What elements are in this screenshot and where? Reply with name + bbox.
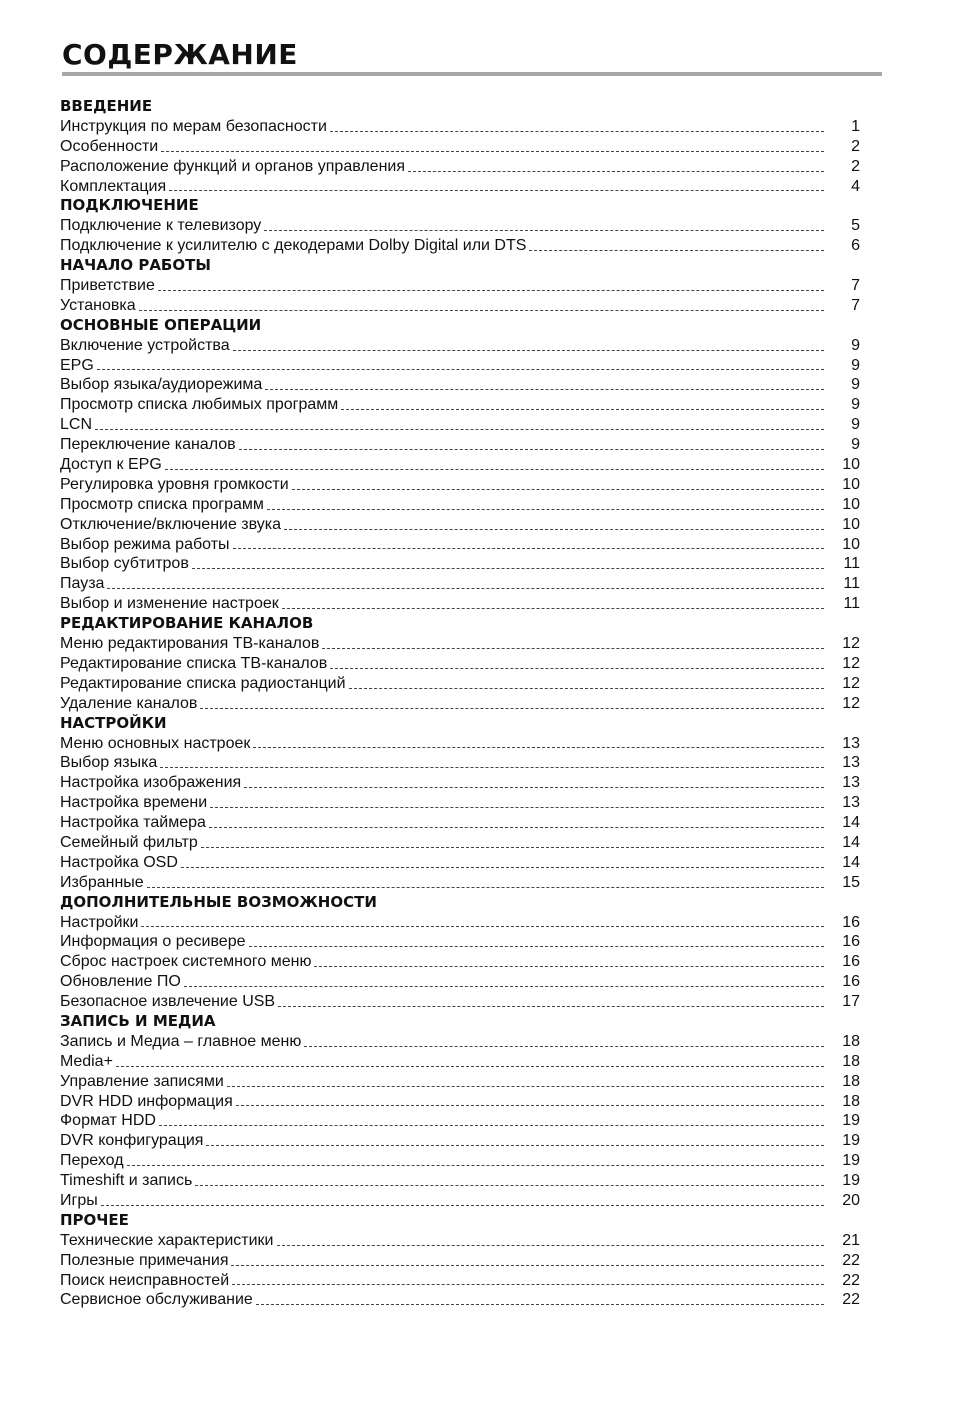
toc-entry bbox=[60, 793, 860, 813]
dot-leader bbox=[322, 648, 824, 649]
entry-page-number: 19 bbox=[842, 1152, 860, 1170]
dot-leader bbox=[107, 588, 824, 589]
entry-label: Формат HDD bbox=[60, 1112, 156, 1130]
toc-entry bbox=[60, 336, 860, 356]
entry-page-number: 22 bbox=[842, 1251, 860, 1269]
table-of-contents bbox=[60, 97, 860, 1310]
section-heading: ЗАПИСЬ И МЕДИА bbox=[60, 1011, 216, 1030]
dot-leader bbox=[232, 1284, 824, 1285]
dot-leader bbox=[256, 1304, 824, 1305]
toc-entry bbox=[60, 356, 860, 376]
toc-entry bbox=[60, 1251, 860, 1271]
entry-label: Семейный фильтр bbox=[60, 833, 198, 851]
dot-leader bbox=[101, 1205, 824, 1206]
section-heading: НАЧАЛО РАБОТЫ bbox=[60, 256, 211, 275]
entry-label: Подключение к усилителю с декодерами Dolby Digital или DTS bbox=[60, 237, 527, 255]
entry-label: Приветствие bbox=[60, 277, 155, 295]
toc-entry bbox=[60, 515, 860, 535]
toc-entry bbox=[60, 1191, 860, 1211]
entry-label: Редактирование списка ТВ-каналов bbox=[60, 654, 328, 672]
section-heading: ДОПОЛНИТЕЛЬНЫЕ ВОЗМОЖНОСТИ bbox=[60, 892, 377, 911]
entry-page-number: 11 bbox=[843, 595, 860, 613]
toc-entry bbox=[60, 873, 860, 893]
entry-page-number: 9 bbox=[851, 336, 860, 354]
entry-page-number: 10 bbox=[842, 475, 860, 493]
dot-leader bbox=[314, 966, 824, 967]
entry-page-number: 10 bbox=[842, 495, 860, 513]
entry-label: Поиск неисправностей bbox=[60, 1271, 230, 1289]
entry-page-number: 18 bbox=[842, 1032, 860, 1050]
entry-label: Переключение каналов bbox=[60, 436, 236, 454]
entry-label: Игры bbox=[60, 1191, 98, 1209]
dot-leader bbox=[161, 151, 824, 152]
entry-label: Технические характеристики bbox=[60, 1231, 274, 1249]
entry-page-number: 12 bbox=[842, 694, 860, 712]
toc-entry bbox=[60, 137, 860, 157]
entry-page-number: 10 bbox=[842, 515, 860, 533]
entry-label: Расположение функций и органов управления bbox=[60, 157, 406, 175]
toc-entry bbox=[60, 554, 860, 574]
entry-page-number: 13 bbox=[842, 734, 860, 752]
dot-leader bbox=[264, 230, 824, 231]
entry-page-number: 12 bbox=[842, 635, 860, 653]
entry-label: Установка bbox=[60, 296, 136, 314]
entry-page-number: 2 bbox=[851, 137, 860, 155]
toc-entry bbox=[60, 594, 860, 614]
entry-label: Настройки bbox=[60, 913, 139, 931]
entry-page-number: 19 bbox=[842, 1172, 860, 1190]
entry-page-number: 21 bbox=[842, 1231, 860, 1249]
dot-leader bbox=[239, 449, 824, 450]
entry-label: Особенности bbox=[60, 137, 159, 155]
entry-page-number: 16 bbox=[842, 973, 860, 991]
toc-entry bbox=[60, 157, 860, 177]
toc-entry bbox=[60, 1131, 860, 1151]
entry-page-number: 17 bbox=[842, 993, 860, 1011]
entry-page-number: 10 bbox=[842, 456, 860, 474]
entry-page-number: 15 bbox=[842, 873, 860, 891]
dot-leader bbox=[304, 1046, 824, 1047]
toc-entry bbox=[60, 773, 860, 793]
entry-label: Сервисное обслуживание bbox=[60, 1291, 253, 1309]
entry-label: Доступ к EPG bbox=[60, 456, 162, 474]
dot-leader bbox=[158, 290, 824, 291]
dot-leader bbox=[227, 1086, 824, 1087]
dot-leader bbox=[147, 887, 824, 888]
entry-page-number: 9 bbox=[851, 416, 860, 434]
dot-leader bbox=[277, 1245, 825, 1246]
entry-page-number: 10 bbox=[842, 535, 860, 553]
entry-label: Переход bbox=[60, 1152, 124, 1170]
entry-page-number: 18 bbox=[842, 1092, 860, 1110]
title-divider bbox=[62, 72, 882, 76]
dot-leader bbox=[160, 767, 824, 768]
entry-page-number: 4 bbox=[851, 177, 860, 195]
toc-entry bbox=[60, 1111, 860, 1131]
entry-label: Инструкция по мерам безопасности bbox=[60, 117, 327, 135]
dot-leader bbox=[116, 1066, 824, 1067]
entry-label: Информация о ресивере bbox=[60, 933, 246, 951]
entry-page-number: 7 bbox=[851, 277, 860, 295]
toc-entry bbox=[60, 395, 860, 415]
entry-page-number: 9 bbox=[851, 376, 860, 394]
toc-entry bbox=[60, 972, 860, 992]
toc-entry bbox=[60, 1271, 860, 1291]
dot-leader bbox=[292, 489, 824, 490]
entry-label: Просмотр списка любимых программ bbox=[60, 396, 339, 414]
entry-page-number: 13 bbox=[842, 794, 860, 812]
toc-entry bbox=[60, 932, 860, 952]
section-heading: ОСНОВНЫЕ ОПЕРАЦИИ bbox=[60, 315, 262, 334]
entry-page-number: 7 bbox=[851, 296, 860, 314]
entry-label: Удаление каналов bbox=[60, 694, 198, 712]
section-heading: ПОДКЛЮЧЕНИЕ bbox=[60, 196, 199, 215]
dot-leader bbox=[181, 867, 824, 868]
dot-leader bbox=[330, 131, 824, 132]
entry-page-number: 12 bbox=[842, 674, 860, 692]
dot-leader bbox=[249, 946, 825, 947]
entry-page-number: 16 bbox=[842, 933, 860, 951]
entry-label: Выбор режима работы bbox=[60, 535, 230, 553]
entry-label: Выбор субтитров bbox=[60, 555, 189, 573]
dot-leader bbox=[141, 926, 824, 927]
entry-page-number: 12 bbox=[842, 654, 860, 672]
entry-page-number: 13 bbox=[842, 754, 860, 772]
entry-page-number: 22 bbox=[842, 1271, 860, 1289]
toc-entry bbox=[60, 415, 860, 435]
toc-entry bbox=[60, 296, 860, 316]
dot-leader bbox=[330, 668, 824, 669]
toc-entry bbox=[60, 1151, 860, 1171]
toc-section bbox=[60, 196, 860, 256]
toc-entry bbox=[60, 276, 860, 296]
entry-label: Регулировка уровня громкости bbox=[60, 475, 289, 493]
entry-page-number: 18 bbox=[842, 1052, 860, 1070]
entry-page-number: 9 bbox=[851, 396, 860, 414]
toc-entry bbox=[60, 236, 860, 256]
dot-leader bbox=[206, 1145, 824, 1146]
entry-page-number: 9 bbox=[851, 436, 860, 454]
toc-entry bbox=[60, 753, 860, 773]
entry-label: Редактирование списка радиостанций bbox=[60, 674, 346, 692]
entry-label: Пауза bbox=[60, 575, 105, 593]
entry-label: Настройка изображения bbox=[60, 774, 242, 792]
entry-label: Комплектация bbox=[60, 177, 167, 195]
entry-label: Полезные примечания bbox=[60, 1251, 229, 1269]
entry-page-number: 18 bbox=[842, 1072, 860, 1090]
dot-leader bbox=[244, 787, 824, 788]
entry-label: Избранные bbox=[60, 873, 144, 891]
entry-label: Обновление ПО bbox=[60, 973, 181, 991]
dot-leader bbox=[349, 688, 824, 689]
entry-label: Настройка таймера bbox=[60, 814, 206, 832]
toc-entry bbox=[60, 177, 860, 197]
toc-entry bbox=[60, 1072, 860, 1092]
entry-label: Меню основных настроек bbox=[60, 734, 251, 752]
entry-label: Безопасное извлечение USB bbox=[60, 993, 276, 1011]
section-heading: ВВЕДЕНИЕ bbox=[60, 97, 153, 115]
entry-label: DVR конфигурация bbox=[60, 1132, 204, 1150]
toc-entry bbox=[60, 117, 860, 137]
entry-label: Отключение/включение звука bbox=[60, 515, 282, 533]
entry-page-number: 19 bbox=[842, 1132, 860, 1150]
dot-leader bbox=[165, 469, 824, 470]
dot-leader bbox=[184, 986, 824, 987]
toc-entry bbox=[60, 634, 860, 654]
toc-entry bbox=[60, 952, 860, 972]
toc-entry bbox=[60, 833, 860, 853]
dot-leader bbox=[169, 190, 824, 191]
toc-entry bbox=[60, 1231, 860, 1251]
entry-label: Timeshift и запись bbox=[60, 1172, 193, 1190]
page-title: СОДЕРЖАНИЕ bbox=[62, 38, 298, 71]
toc-section bbox=[60, 714, 860, 893]
dot-leader bbox=[195, 1185, 824, 1186]
toc-entry bbox=[60, 992, 860, 1012]
entry-label: LCN bbox=[60, 416, 93, 434]
dot-leader bbox=[253, 747, 824, 748]
entry-page-number: 16 bbox=[842, 953, 860, 971]
entry-label: Выбор и изменение настроек bbox=[60, 595, 279, 613]
entry-label: Включение устройства bbox=[60, 336, 230, 354]
toc-entry bbox=[60, 734, 860, 754]
toc-section bbox=[60, 893, 860, 1012]
toc-entry bbox=[60, 1032, 860, 1052]
toc-entry bbox=[60, 375, 860, 395]
entry-label: Подключение к телевизору bbox=[60, 217, 262, 235]
section-heading: НАСТРОЙКИ bbox=[60, 713, 167, 732]
dot-leader bbox=[210, 807, 824, 808]
entry-page-number: 11 bbox=[843, 555, 860, 573]
entry-label: Просмотр списка программ bbox=[60, 495, 264, 513]
dot-leader bbox=[282, 608, 824, 609]
dot-leader bbox=[95, 429, 824, 430]
toc-entry bbox=[60, 694, 860, 714]
toc-section bbox=[60, 316, 860, 614]
entry-label: Меню редактирования ТВ-каналов bbox=[60, 635, 320, 653]
entry-label: Запись и Медиа – главное меню bbox=[60, 1032, 302, 1050]
toc-entry bbox=[60, 853, 860, 873]
toc-entry bbox=[60, 495, 860, 515]
entry-page-number: 13 bbox=[842, 774, 860, 792]
dot-leader bbox=[267, 509, 824, 510]
toc-entry bbox=[60, 674, 860, 694]
dot-leader bbox=[139, 310, 824, 311]
toc-entry bbox=[60, 1092, 860, 1112]
entry-page-number: 16 bbox=[842, 913, 860, 931]
entry-page-number: 14 bbox=[842, 853, 860, 871]
dot-leader bbox=[278, 1006, 824, 1007]
toc-section bbox=[60, 256, 860, 316]
entry-page-number: 19 bbox=[842, 1112, 860, 1130]
entry-label: Media+ bbox=[60, 1052, 113, 1070]
entry-page-number: 9 bbox=[851, 356, 860, 374]
toc-section bbox=[60, 1211, 860, 1310]
toc-entry bbox=[60, 1171, 860, 1191]
entry-label: Управление записями bbox=[60, 1072, 224, 1090]
dot-leader bbox=[236, 1105, 824, 1106]
entry-page-number: 14 bbox=[842, 814, 860, 832]
entry-label: EPG bbox=[60, 356, 94, 374]
entry-page-number: 14 bbox=[842, 833, 860, 851]
entry-label: Выбор языка/аудиорежима bbox=[60, 376, 263, 394]
toc-entry bbox=[60, 574, 860, 594]
dot-leader bbox=[233, 548, 824, 549]
dot-leader bbox=[408, 171, 824, 172]
toc-entry bbox=[60, 535, 860, 555]
entry-page-number: 11 bbox=[843, 575, 860, 593]
section-heading: ПРОЧЕЕ bbox=[60, 1210, 129, 1229]
entry-page-number: 22 bbox=[842, 1291, 860, 1309]
dot-leader bbox=[192, 568, 824, 569]
entry-page-number: 6 bbox=[851, 237, 860, 255]
toc-section bbox=[60, 1012, 860, 1211]
dot-leader bbox=[341, 409, 824, 410]
toc-section bbox=[60, 97, 860, 196]
dot-leader bbox=[529, 250, 824, 251]
entry-label: Сброс настроек системного меню bbox=[60, 953, 312, 971]
entry-label: Выбор языка bbox=[60, 754, 158, 772]
toc-section bbox=[60, 614, 860, 713]
dot-leader bbox=[231, 1265, 824, 1266]
toc-entry bbox=[60, 435, 860, 455]
entry-label: DVR HDD информация bbox=[60, 1092, 233, 1110]
entry-label: Настройка времени bbox=[60, 794, 208, 812]
toc-entry bbox=[60, 455, 860, 475]
entry-page-number: 20 bbox=[842, 1191, 860, 1209]
dot-leader bbox=[97, 369, 824, 370]
dot-leader bbox=[209, 827, 824, 828]
dot-leader bbox=[127, 1165, 824, 1166]
toc-entry bbox=[60, 216, 860, 236]
section-heading: РЕДАКТИРОВАНИЕ КАНАЛОВ bbox=[60, 614, 314, 633]
toc-entry bbox=[60, 654, 860, 674]
dot-leader bbox=[201, 847, 824, 848]
dot-leader bbox=[233, 350, 824, 351]
entry-page-number: 1 bbox=[851, 117, 860, 135]
dot-leader bbox=[265, 389, 824, 390]
toc-entry bbox=[60, 1290, 860, 1310]
dot-leader bbox=[284, 529, 824, 530]
toc-entry bbox=[60, 475, 860, 495]
toc-entry bbox=[60, 1052, 860, 1072]
dot-leader bbox=[159, 1125, 824, 1126]
toc-entry bbox=[60, 913, 860, 933]
toc-entry bbox=[60, 813, 860, 833]
entry-page-number: 5 bbox=[851, 217, 860, 235]
entry-label: Настройка OSD bbox=[60, 853, 178, 871]
dot-leader bbox=[200, 708, 824, 709]
entry-page-number: 2 bbox=[851, 157, 860, 175]
